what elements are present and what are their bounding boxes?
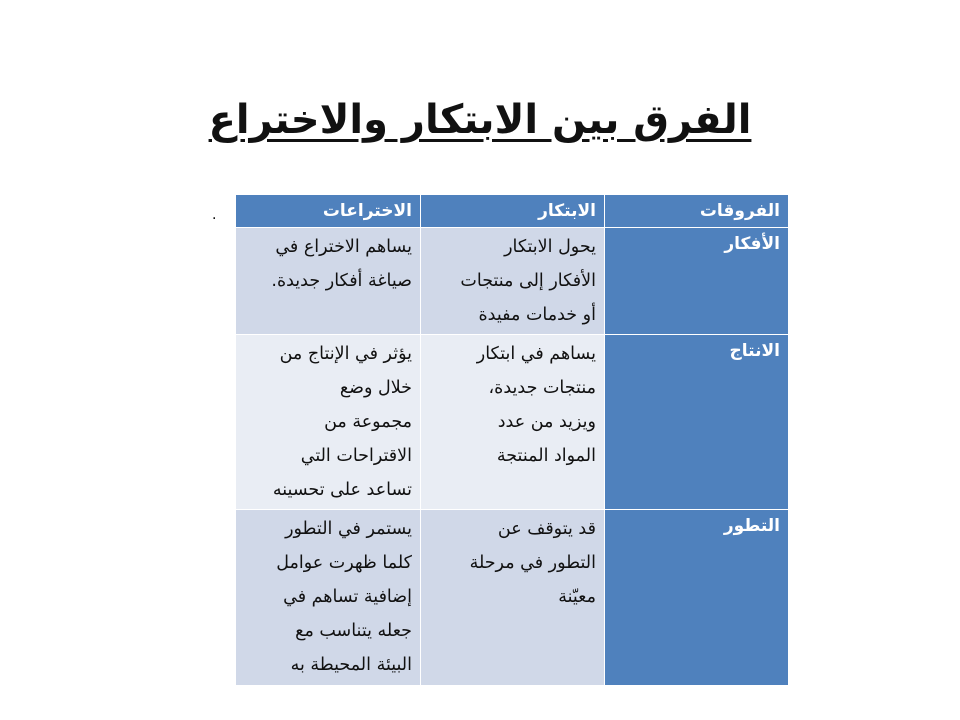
- cell-invention-production: يؤثر في الإنتاج من خلال وضع مجموعة من الاقتراحات التي تساعد على تحسينه: [236, 335, 421, 510]
- comparison-table: [235, 194, 789, 686]
- table-row: [236, 335, 789, 510]
- cell-innovation-production: يساهم في ابتكار منتجات جديدة، ويزيد من عدد المواد المنتجة: [421, 335, 605, 510]
- row-label-production: الانتاج: [605, 335, 789, 510]
- cell-innovation-ideas: يحول الابتكار الأفكار إلى منتجات أو خدمات مفيدة: [421, 228, 605, 335]
- cell-invention-development: يستمر في التطور كلما ظهرت عوامل إضافية تساهم في جعله يتناسب مع البيئة المحيطة به: [236, 510, 421, 686]
- header-differences: الفروقات: [605, 195, 789, 228]
- stray-mark: .: [212, 207, 217, 223]
- header-innovation: الابتكار: [421, 195, 605, 228]
- row-label-ideas: الأفكار: [605, 228, 789, 335]
- row-label-development: التطور: [605, 510, 789, 686]
- table-row: [236, 510, 789, 686]
- header-inventions: الاختراعات: [236, 195, 421, 228]
- table-header-row: [236, 195, 789, 228]
- cell-invention-ideas: يساهم الاختراع في صياغة أفكار جديدة.: [236, 228, 421, 335]
- slide-title: الفرق بين الابتكار والاختراع: [208, 97, 752, 143]
- cell-innovation-development: قد يتوقف عن التطور في مرحلة معيّنة: [421, 510, 605, 686]
- table-row: [236, 228, 789, 335]
